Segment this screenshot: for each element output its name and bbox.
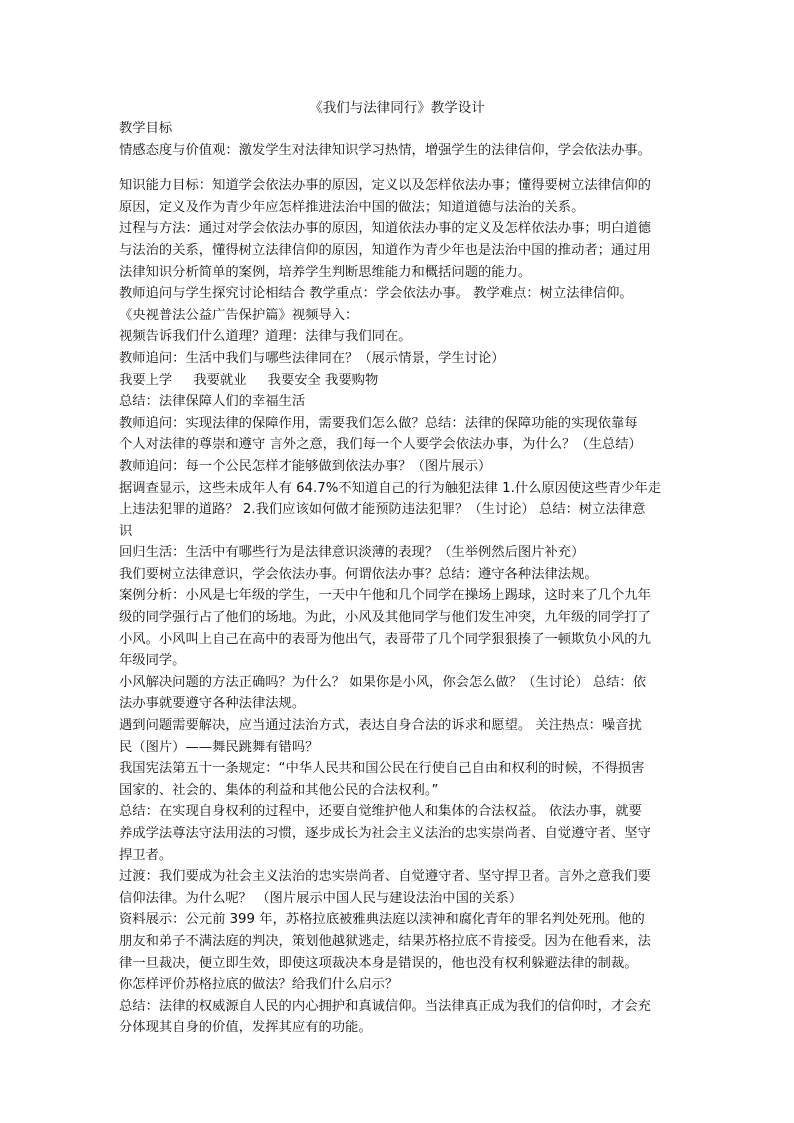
paragraph-line: 总结：法律的权威源自人民的内心拥护和真诚信仰。当法律真正成为我们的信仰时，才会充	[119, 998, 651, 1014]
paragraph-line: 我们要树立法律意识，学会依法办事。何谓依法办事？总结：遵守各种法律法规。	[119, 566, 598, 582]
paragraph-line: 民（图片）——舞民跳舞有错吗？	[119, 739, 319, 755]
paragraph-line: 朋友和弟子不满法庭的判决，策划他越狱逃走，结果苏格拉底不肯接受。因为在他看来，法	[119, 933, 651, 949]
document-title: 《我们与法律同行》教学设计	[309, 100, 485, 116]
paragraph-line: 案例分析：小风是七年级的学生，一天中午他和几个同学在操场上踢球，这时来了几个九年	[119, 588, 651, 604]
paragraph-line: 律一旦裁决，便立即生效，即使这项裁决本身是错误的，他也没有权利躲避法律的制裁。	[119, 955, 638, 971]
paragraph-line: 教师追问：实现法律的保障作用，需要我们怎么做？总结：法律的保障功能的实现依靠每	[119, 415, 638, 431]
paragraph-line: 回归生活：生活中有哪些行为是法律意识淡薄的表现？（生举例然后图片补充）	[119, 545, 585, 561]
blank-line	[119, 161, 689, 175]
paragraph-line: 总结：法律保障人们的幸福生活	[119, 394, 306, 410]
paragraph-line: 总结：在实现自身权利的过程中，还要自觉维护他人和集体的合法权益。 依法办事，就要	[119, 804, 642, 820]
paragraph-line: 教师追问：每一个公民怎样才能够做到依法办事？（图片展示）	[119, 458, 492, 474]
paragraph-line: 年级同学。	[119, 653, 186, 669]
paragraph-line: 据调查显示，这些未成年人有 64.7%不知道自己的行为触犯法律 1.什么原因使这些青少年走	[119, 480, 662, 496]
paragraph-line: 过程与方法：通过对学会依法办事的原因，知道依法办事的定义及怎样依法办事；明白道德	[119, 221, 651, 237]
paragraph-line: 原因，定义及作为青少年应怎样推进法治中国的做法；知道道德与法治的关系。	[119, 199, 585, 215]
paragraph-line: 国家的、社会的、集体的利益和其他公民的合法权利。”	[119, 782, 439, 798]
paragraph-line: 《央视普法公益广告保护篇》视频导入：	[119, 307, 359, 323]
paragraph-line: 教学目标	[119, 121, 173, 136]
paragraph-line: 过渡：我们要成为社会主义法治的忠实崇尚者、自觉遵守者、坚守捍卫者。言外之意我们要	[119, 869, 651, 885]
paragraph-line: 个人对法律的尊崇和遵守 言外之意，我们每一个人要学会依法办事，为什么？（生总结）	[119, 437, 642, 453]
paragraph-line: 小风解决问题的方法正确吗？为什么？ 如果你是小风，你会怎么做？（生讨论） 总结：依	[119, 674, 647, 690]
paragraph-line: 情感态度与价值观：激发学生对法律知识学习热情，增强学生的法律信仰，学会依法办事。	[119, 142, 651, 158]
document-body	[119, 118, 689, 1039]
paragraph-line: 级的同学强行占了他们的场地。为此，小风及其他同学与他们发生冲突，九年级的同学打了	[119, 610, 651, 626]
paragraph-line: 小风。小风叫上自己在高中的表哥为他出气，表哥带了几个同学狠狠揍了一顿欺负小风的九	[119, 631, 651, 647]
paragraph-line: 教师追问：生活中我们与哪些法律同在？（展示情景，学生讨论）	[119, 350, 505, 366]
paragraph-line: 知识能力目标：知道学会依法办事的原因，定义以及怎样依法办事；懂得要树立法律信仰的	[119, 178, 651, 194]
paragraph-line: 养成学法尊法守法用法的习惯，逐步成长为社会主义法治的忠实崇尚者、自觉遵守者、坚守	[119, 826, 651, 841]
paragraph-line: 信仰法律。为什么呢？ （图片展示中国人民与建设法治中国的关系）	[119, 890, 523, 906]
paragraph-line: 捍卫者。	[119, 847, 173, 863]
paragraph-line: 教师追问与学生探究讨论相结合 教学重点：学会依法办事。 教学难点：树立法律信仰。	[119, 286, 633, 302]
paragraph-line: 法办事就要遵守各种法律法规。	[119, 696, 306, 712]
paragraph-line: 识	[119, 523, 133, 539]
paragraph-line: 分体现其自身的价值，发挥其应有的功能。	[119, 1020, 372, 1036]
paragraph-line: 遇到问题需要解决，应当通过法治方式，表达自身合法的诉求和愿望。 关注热点：噪音扰	[119, 718, 642, 734]
paragraph-line: 你怎样评价苏格拉底的做法？给我们什么启示？	[119, 977, 399, 993]
paragraph-line: 视频告诉我们什么道理？道理：法律与我们同在。	[119, 329, 412, 345]
paragraph-line: 我要上学 我要就业 我要安全 我要购物	[119, 372, 379, 388]
paragraph-line: 资料展示：公元前 399 年，苏格拉底被雅典法庭以渎神和腐化青年的罪名判处死刑。他的	[119, 912, 645, 928]
paragraph-line: 上违法犯罪的道路？ 2.我们应该如何做才能预防违法犯罪？（生讨论） 总结：树立法律意	[119, 502, 646, 518]
paragraph-line: 法律知识分析简单的案例，培养学生判断思维能力和概括问题的能力。	[119, 264, 532, 280]
paragraph-line: 与法治的关系，懂得树立法律信仰的原因，知道作为青少年也是法治中国的推动者；通过用	[119, 242, 651, 258]
paragraph-line: 我国宪法第五十一条规定：“中华人民共和国公民在行使自己自由和权利的时候，不得损害	[119, 761, 645, 777]
